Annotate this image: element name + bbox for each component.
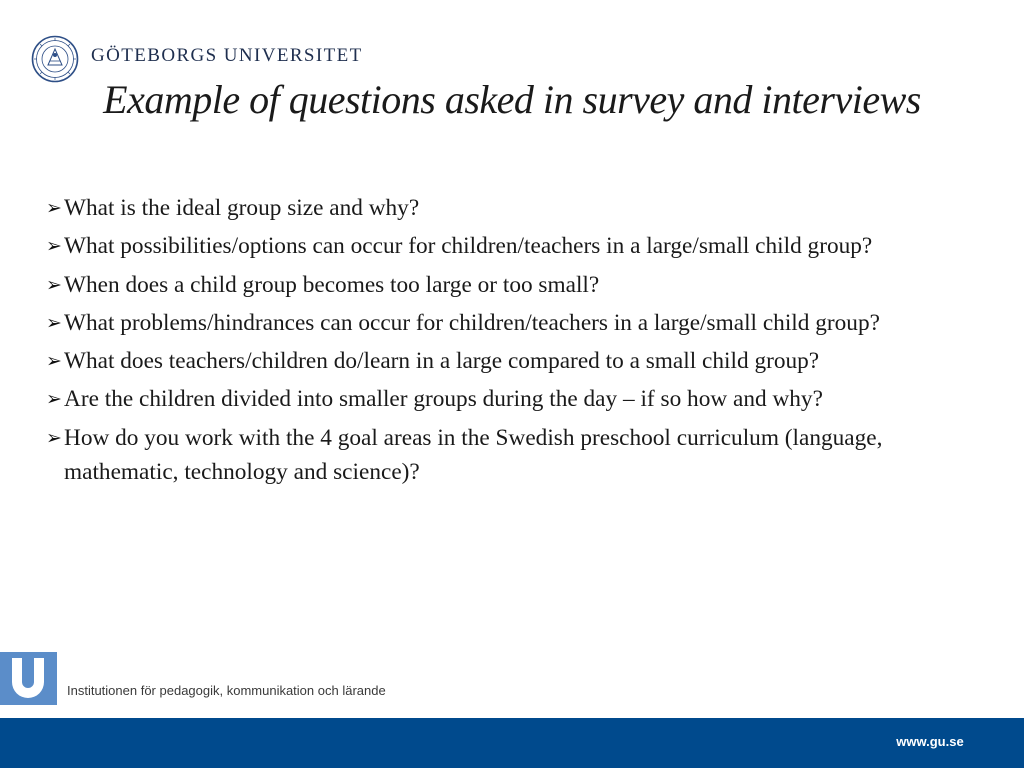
bullet-text: What problems/hindrances can occur for children/teachers in a large/small child group? [64, 309, 880, 336]
bullet-text: What possibilities/options can occur for children/teachers in a large/small child group? [64, 233, 873, 260]
bullet-list [46, 192, 981, 494]
arrowhead-bullet-icon: ➢ [46, 273, 62, 296]
bullet-item [46, 269, 981, 303]
arrowhead-bullet-icon: ➢ [46, 350, 62, 373]
bullet-text: What does teachers/children do/learn in a large compared to a small child group? [64, 348, 820, 375]
bullet-text: When does a child group becomes too large or too small? [64, 271, 600, 298]
bullet-text: How do you work with the 4 goal areas in the Swedish preschool curriculum (language, mathematic, technology and science)? [64, 424, 883, 485]
bullet-text: Are the children divided into smaller groups during the day – if so how and why? [64, 386, 823, 413]
bullet-item [46, 307, 981, 341]
arrowhead-bullet-icon: ➢ [46, 311, 62, 334]
university-name: GÖTEBORGS UNIVERSITET [91, 45, 363, 66]
slide-title: Example of questions asked in survey and interviews [103, 77, 921, 122]
bullet-item [46, 230, 981, 264]
bullet-item [46, 192, 981, 226]
arrowhead-bullet-icon: ➢ [46, 235, 62, 258]
website-link[interactable]: www.gu.se [896, 734, 964, 749]
department-name: Institutionen för pedagogik, kommunikation och lärande [67, 683, 386, 698]
bullet-item [46, 422, 981, 490]
bullet-item [46, 345, 981, 379]
arrowhead-bullet-icon: ➢ [46, 426, 62, 449]
arrowhead-bullet-icon: ➢ [46, 197, 62, 219]
arrowhead-bullet-icon: ➢ [46, 388, 62, 411]
bullet-item [46, 383, 981, 417]
footer-band [0, 718, 1024, 768]
bullet-text: What is the ideal group size and why? [64, 195, 420, 221]
u-logo-icon [0, 652, 57, 705]
